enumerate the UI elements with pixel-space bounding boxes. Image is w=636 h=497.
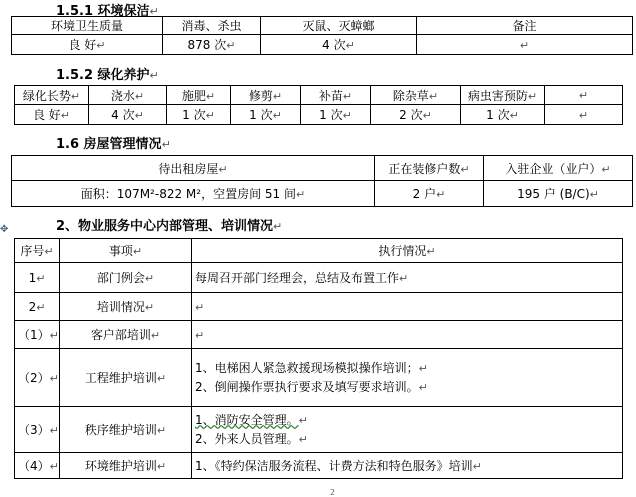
green-header-cell: 病虫害预防↵ [461, 86, 545, 105]
green-cell: 1 次↵ [167, 105, 231, 125]
training-header-cell: 事项↵ [60, 239, 192, 263]
green-header-cell: 修剪↵ [231, 86, 301, 105]
detail-line: 2、倒闸操作票执行要求及填写要求培训。↵ [195, 379, 428, 394]
green-header-cell: 施肥↵ [167, 86, 231, 105]
house-header-cell: 正在装修户数↵ [375, 156, 484, 181]
green-cell: 2 次↵ [371, 105, 461, 125]
green-header-cell: 除杂草↵ [371, 86, 461, 105]
house-heading-text: 1.6 房屋管理情况 [56, 137, 162, 152]
env-header-cell: 灭鼠、灭蟑螂 [261, 17, 417, 35]
training-detail-cell [192, 349, 623, 407]
house-enterprises-cell: 195 户 (B/C)↵ [484, 181, 633, 207]
training-detail-cell: ↵ [192, 293, 623, 321]
training-item-cell: 秩序维护培训↵ [60, 407, 192, 453]
training-no-cell: （2）↵ [15, 349, 60, 407]
house-header-cell: 待出租房屋↵ [12, 156, 375, 181]
training-no-cell: （4）↵ [15, 453, 60, 479]
training-no-cell: 1↵ [15, 263, 60, 293]
green-table [14, 85, 623, 125]
env-cell: 良 好↵ [12, 35, 163, 55]
env-header-cell: 备注 [417, 17, 633, 35]
training-heading [56, 215, 282, 234]
env-header-cell: 消毒、杀虫 [163, 17, 261, 35]
env-cell: 878 次↵ [163, 35, 261, 55]
house-area-cell: 面积：107M²-822 M²，空置房间 51 间↵ [12, 181, 375, 207]
green-header-cell: ↵ [545, 86, 623, 105]
training-table [14, 238, 623, 479]
training-detail-cell [192, 407, 623, 453]
env-header-cell: 环境卫生质量 [12, 17, 163, 35]
green-cell: 1 次↵ [231, 105, 301, 125]
detail-line: 1、消防安全管理。↵ [195, 412, 308, 427]
training-detail-cell: 1、《特约保洁服务流程、计费方法和特色服务》培训↵ [192, 453, 623, 479]
green-heading-text: 1.5.2 绿化养护 [56, 68, 150, 83]
training-item-cell: 环境维护培训↵ [60, 453, 192, 479]
training-item-cell: 培训情况↵ [60, 293, 192, 321]
training-detail-cell: 每周召开部门经理会，总结及布置工作↵ [192, 263, 623, 293]
house-renovating-cell: 2 户↵ [375, 181, 484, 207]
training-item-cell: 客户部培训↵ [60, 321, 192, 349]
env-cell: ↵ [417, 35, 633, 55]
paragraph-mark-icon: ↵ [149, 69, 159, 82]
green-cell: 4 次↵ [89, 105, 167, 125]
training-no-cell: 2↵ [15, 293, 60, 321]
env-table [11, 16, 633, 55]
house-header-cell: 入驻企业（业户）↵ [484, 156, 633, 181]
env-cell: 4 次↵ [261, 35, 417, 55]
green-header-cell: 绿化长势↵ [15, 86, 89, 105]
training-detail-cell: ↵ [192, 321, 623, 349]
training-no-cell: （1）↵ [15, 321, 60, 349]
green-cell: 1 次↵ [461, 105, 545, 125]
paragraph-mark-icon: ↵ [273, 220, 283, 233]
training-item-cell: 部门例会↵ [60, 263, 192, 293]
detail-line: 1、电梯困人紧急救援现场模拟操作培训；↵ [195, 360, 428, 375]
training-heading-text: 2、物业服务中心内部管理、培训情况 [56, 219, 274, 234]
green-heading [56, 64, 159, 83]
green-cell: 良 好↵ [15, 105, 89, 125]
paragraph-mark-icon: ↵ [161, 138, 171, 151]
green-header-cell: 浇水↵ [89, 86, 167, 105]
green-cell: ↵ [545, 105, 623, 125]
house-heading [56, 133, 171, 152]
table-move-handle-icon[interactable]: ✥ [0, 224, 9, 235]
green-header-cell: 补苗↵ [301, 86, 371, 105]
training-item-cell: 工程维护培训↵ [60, 349, 192, 407]
training-no-cell: （3）↵ [15, 407, 60, 453]
paragraph-mark-icon: ↵ [149, 5, 159, 18]
house-table [11, 155, 633, 207]
page-number: 2 [330, 488, 336, 497]
env-heading-text: 1.5.1 环境保洁 [56, 4, 150, 19]
green-cell: 1 次↵ [301, 105, 371, 125]
training-header-cell: 执行情况↵ [192, 239, 623, 263]
detail-line: 2、外来人员管理。↵ [195, 431, 308, 446]
training-header-cell: 序号↵ [15, 239, 60, 263]
